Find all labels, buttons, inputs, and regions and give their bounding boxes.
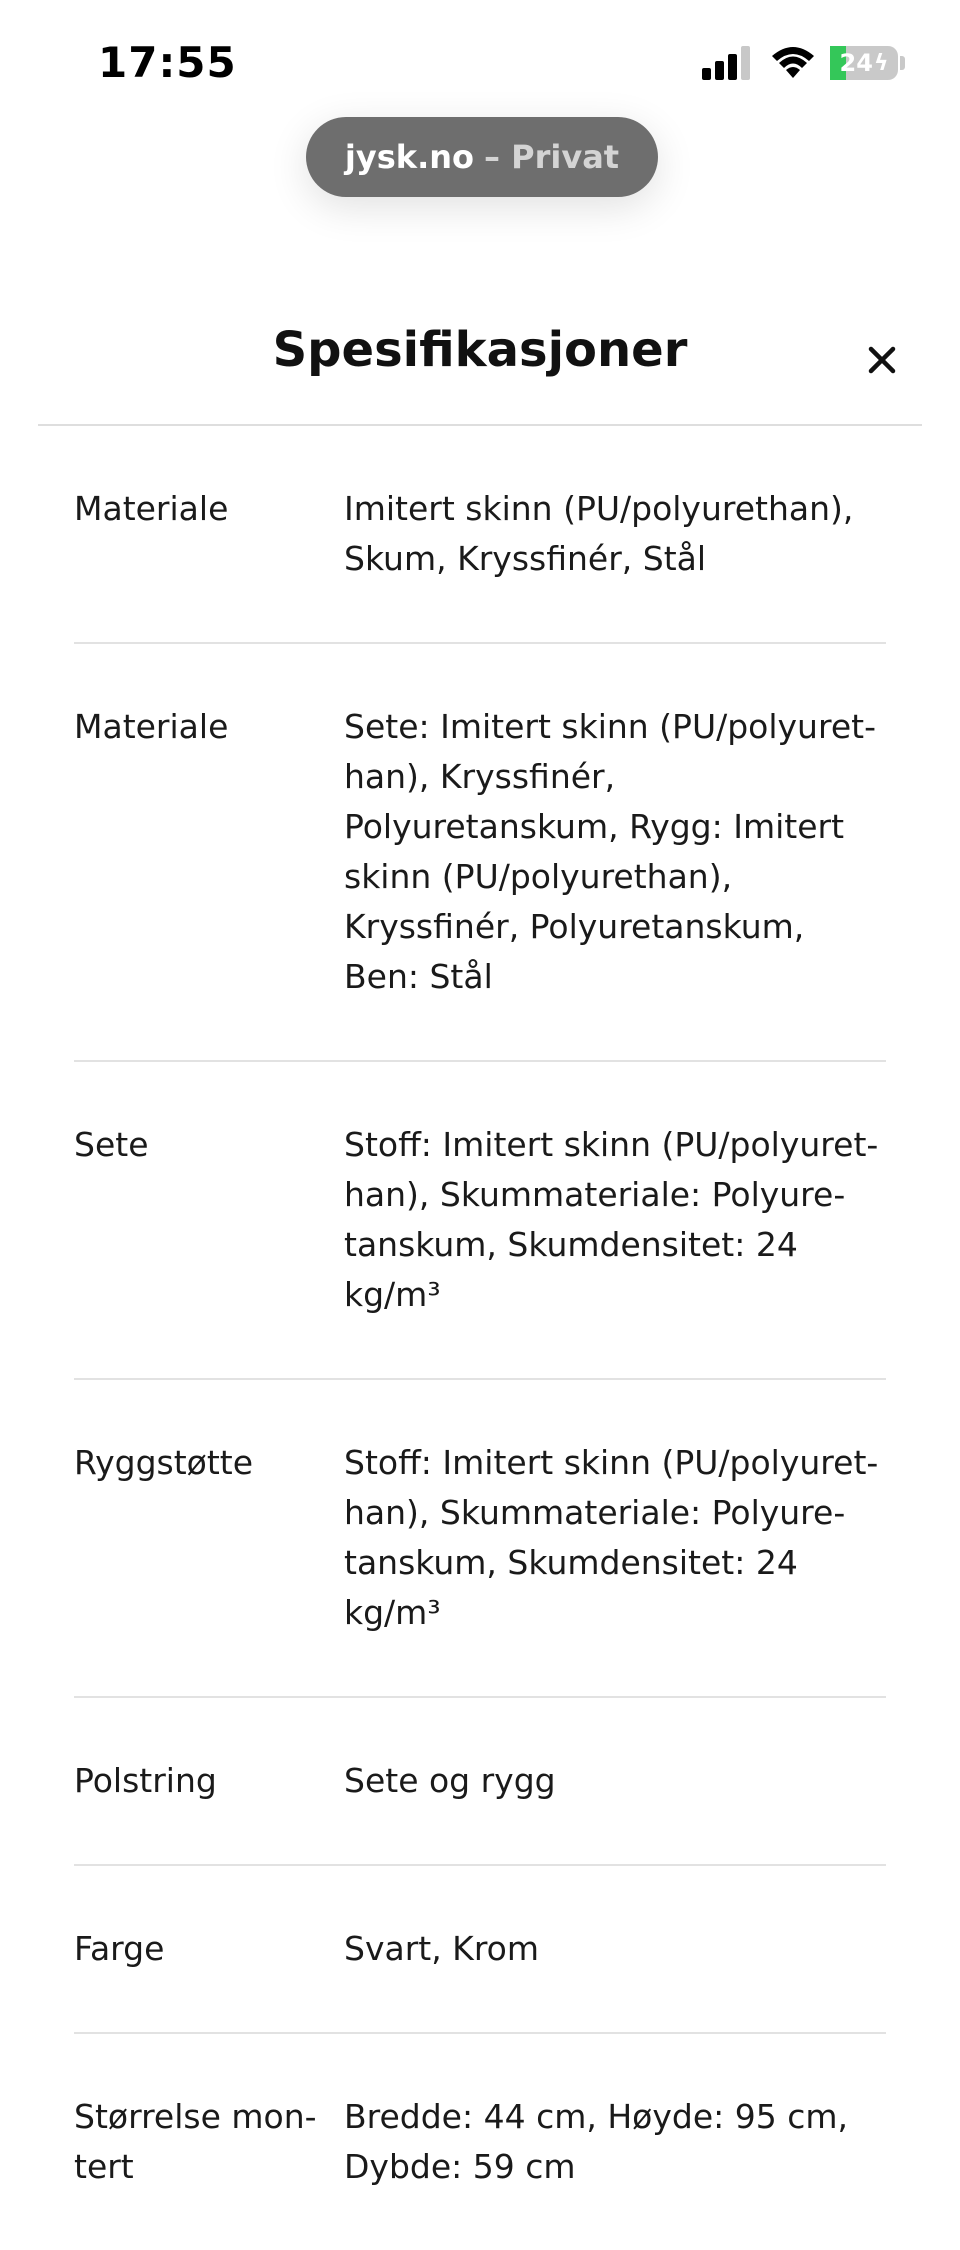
url-bar[interactable] [306,117,658,197]
spec-value: Sete: Imitert skinn (PU/polyurethan), Kryssfinér, Polyuretanskum, Rygg: Imitert skinn (PU/polyurethan), Kryssfinér, Polyuretanskum, Ben: Stål [344,707,876,996]
battery-icon [830,46,898,80]
status-bar [0,0,960,120]
status-time: 17:55 [98,38,237,87]
spec-row-polstring [74,1698,886,1866]
spec-row-materiale-1 [74,426,886,644]
spec-label: Materiale [74,707,229,746]
spec-label: Polstring [74,1761,217,1800]
spec-label: Farge [74,1929,165,1968]
spec-label: Størrelse montert [74,2097,317,2186]
wifi-icon [770,44,816,80]
battery-level [830,46,898,80]
spec-row-ryggstotte [74,1380,886,1698]
sheet-title: Spesifikasjoner [272,322,688,378]
battery-cap [900,56,905,70]
spec-label: Sete [74,1125,149,1164]
signal-icon [702,46,752,80]
spec-row-storrelse-montert [74,2034,886,2250]
spec-value: Bredde: 44 cm, Høyde: 95 cm, Dybde: 59 cm [344,2097,848,2186]
spec-value: Stoff: Imitert skinn (PU/polyurethan), Skummateriale: Polyuretanskum, Skumdensitet: 24 kg/m³ [344,1125,879,1314]
spec-label: Materiale [74,489,229,528]
private-mode-label: – Privat [483,138,620,176]
spec-value: Sete og rygg [344,1761,556,1800]
spec-row-farge [74,1866,886,2034]
charging-bolt-icon: ϟ [873,50,889,76]
close-icon [867,345,897,375]
spec-row-sete [74,1062,886,1380]
spec-value: Svart, Krom [344,1929,540,1968]
spec-list [74,426,886,2250]
spec-row-materiale-2 [74,644,886,1062]
spec-label: Ryggstøtte [74,1443,254,1482]
spec-value: Imitert skinn (PU/polyurethan), Skum, Kryssfinér, Stål [344,489,854,578]
close-button[interactable] [858,336,906,384]
url-host: jysk.no [344,138,474,176]
battery-level-text: 24 [839,49,873,77]
spec-value: Stoff: Imitert skinn (PU/polyurethan), Skummateriale: Polyuretanskum, Skumdensitet: 24 kg/m³ [344,1443,879,1632]
